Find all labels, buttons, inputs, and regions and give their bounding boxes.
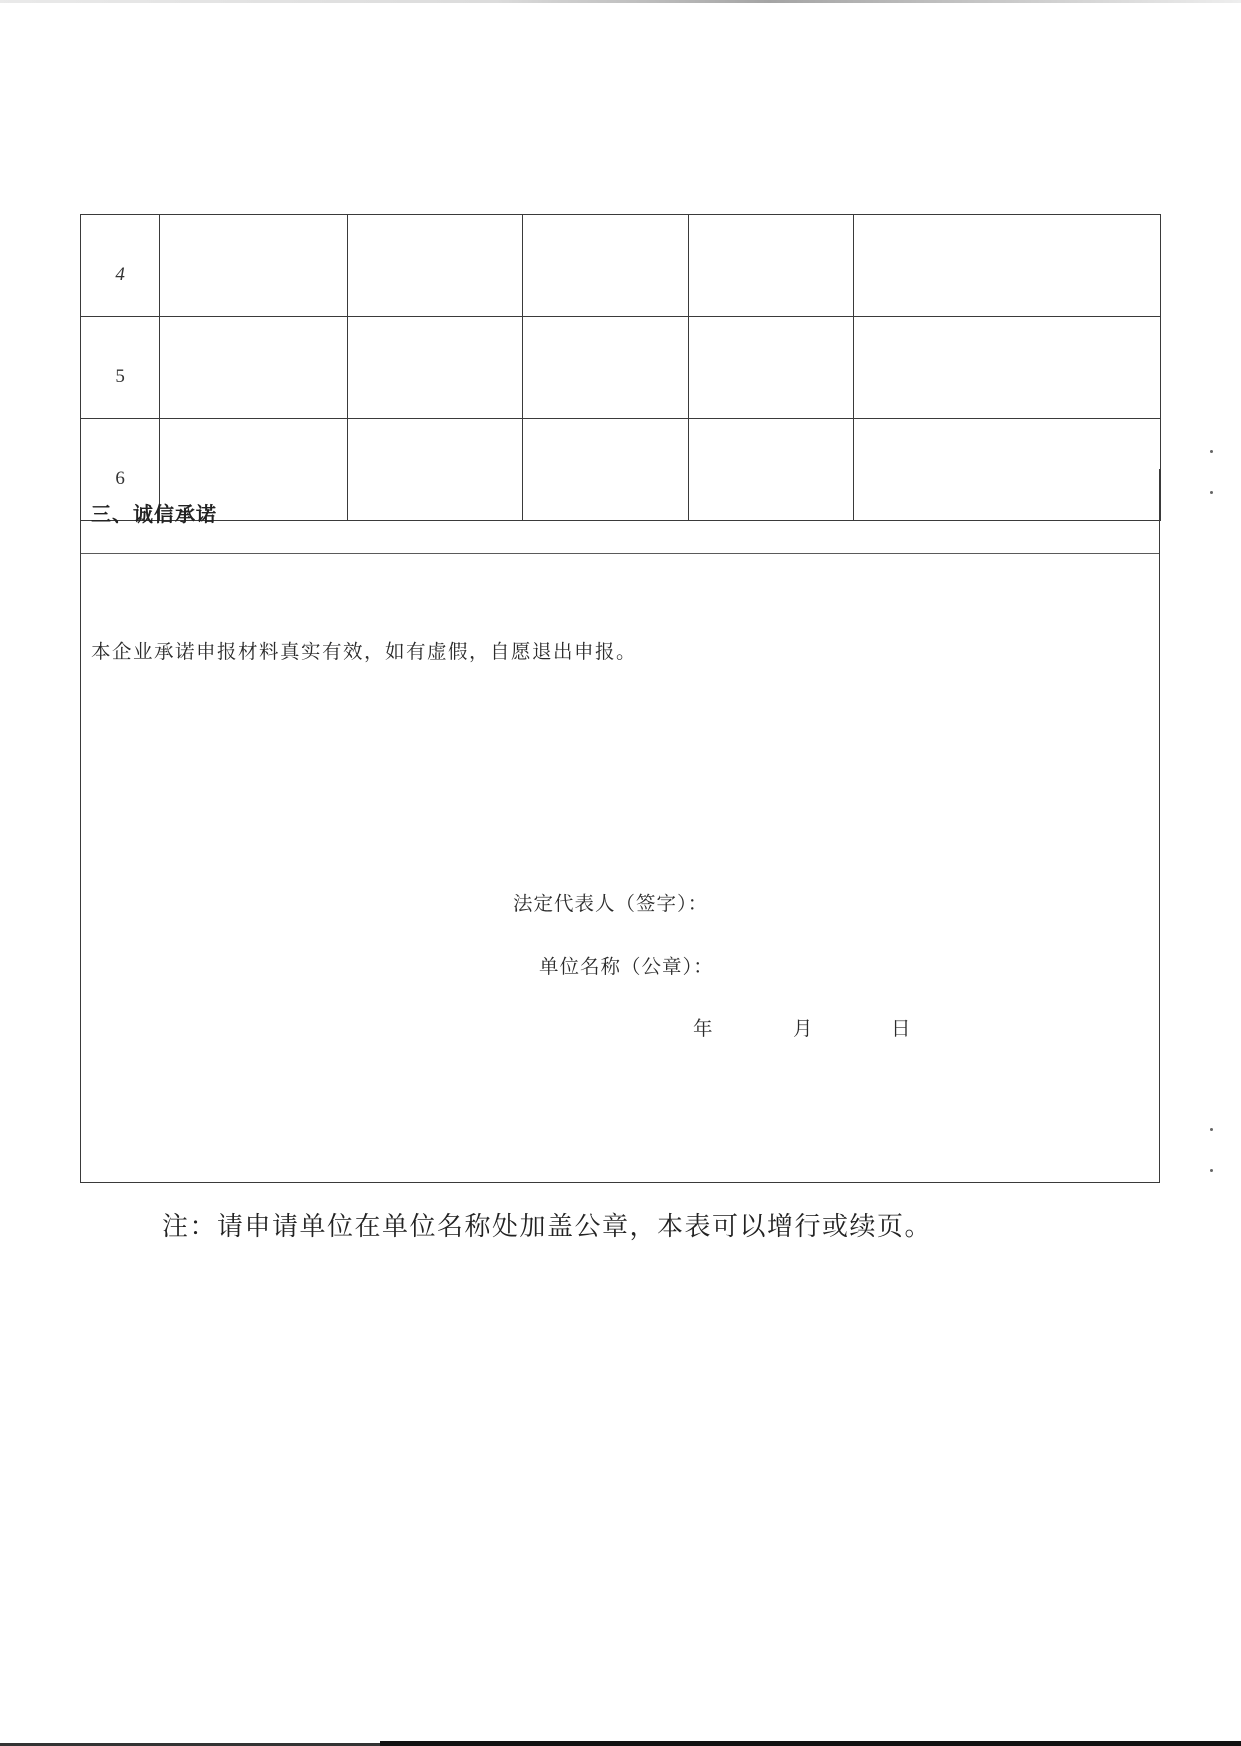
row-index: 4 [81, 215, 160, 317]
table-row [81, 317, 1161, 419]
unit-name-label: 单位名称（公章）： [539, 955, 714, 978]
unit-name-seal-field[interactable] [751, 951, 1013, 979]
row-index: 6 [81, 419, 160, 521]
table-row [81, 215, 1161, 317]
date-month-label: 月 [793, 1017, 813, 1040]
table-cell[interactable] [854, 215, 1161, 317]
date-year-field[interactable] [621, 1013, 689, 1041]
table-cell[interactable] [854, 317, 1161, 419]
scan-speck [1210, 491, 1213, 494]
footnote: 注：请申请单位在单位名称处加盖公章，本表可以增行或续页。 [162, 1212, 933, 1242]
date-day-label: 日 [891, 1017, 911, 1040]
scan-edge-top [0, 0, 1241, 3]
date-month-field[interactable] [721, 1013, 789, 1041]
date-day-field[interactable] [821, 1013, 889, 1041]
table-cell[interactable] [348, 215, 522, 317]
legal-representative-signature-field[interactable] [751, 888, 1013, 916]
table-cell[interactable] [160, 317, 348, 419]
scan-edge-bottom [380, 1741, 1241, 1746]
table-cell[interactable] [689, 317, 854, 419]
scan-speck [1210, 450, 1213, 453]
table-cell[interactable] [348, 317, 522, 419]
table-cell[interactable] [522, 215, 688, 317]
date-year-label: 年 [693, 1017, 713, 1040]
scan-speck [1210, 1169, 1213, 1172]
row-index: 5 [81, 317, 160, 419]
scan-speck [1210, 1128, 1213, 1131]
table-cell[interactable] [160, 215, 348, 317]
table-cell[interactable] [689, 215, 854, 317]
section-header [81, 469, 1159, 554]
table-cell[interactable] [522, 317, 688, 419]
integrity-pledge-section [80, 469, 1160, 1183]
legal-representative-label: 法定代表人（签字）： [513, 892, 709, 915]
pledge-statement: 本企业承诺申报材料真实有效，如有虚假，自愿退出申报。 [91, 640, 638, 663]
section-title: 三、诚信承诺 [91, 502, 217, 526]
